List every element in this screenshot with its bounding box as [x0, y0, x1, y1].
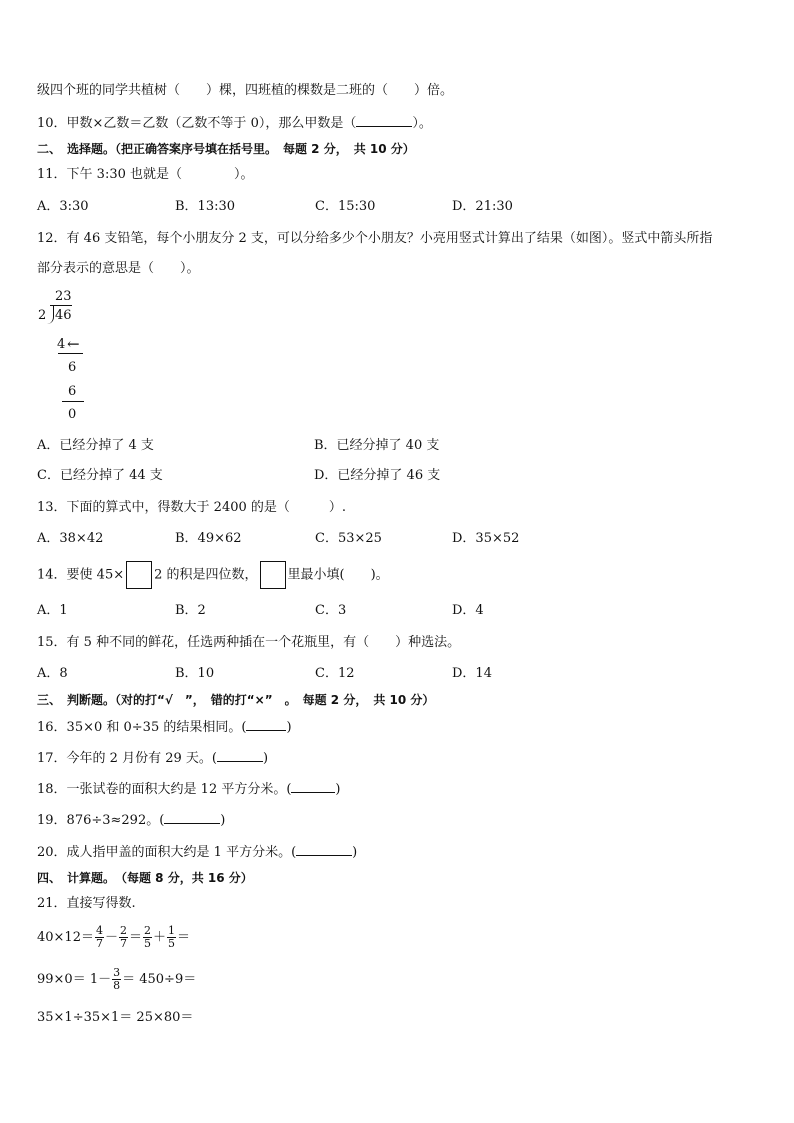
division-dividend: 46 [55, 308, 72, 323]
answer-box[interactable] [260, 561, 286, 589]
question-16 [37, 719, 292, 736]
numerator: 2 [144, 924, 152, 937]
option-a: A．38×42 [37, 531, 104, 546]
calc-text: 99×0＝ 1－ [37, 972, 112, 987]
question-14-text-3: 里最小填( )。 [287, 567, 389, 583]
option-b: B．已经分掉了 40 支 [314, 438, 440, 453]
equals-sign: ＝ [177, 930, 191, 945]
division-remainder-1: 6 [68, 360, 77, 375]
question-20-text: 20．成人指甲盖的面积大约是 1 平方分米。( [37, 845, 297, 860]
question-12-stem-line2: 部分表示的意思是（ ）。 [37, 261, 200, 276]
plus-sign: ＋ [153, 930, 167, 945]
question-20 [37, 844, 357, 861]
denominator: 5 [144, 937, 152, 950]
option-d: D．4 [452, 603, 484, 618]
question-19-text: 19．876÷3≈292。( [37, 813, 165, 828]
option-a: A．8 [37, 666, 68, 681]
answer-box[interactable] [126, 561, 152, 589]
answer-blank[interactable] [246, 719, 286, 731]
close-paren: ) [286, 720, 292, 735]
question-11-stem: 11．下午 3:30 也就是（ ）。 [37, 167, 254, 182]
option-a: A．已经分掉了 4 支 [37, 438, 154, 453]
question-10 [37, 115, 432, 132]
arrow-left-icon: ← [67, 335, 80, 353]
denominator: 5 [168, 937, 176, 950]
question-13-stem: 13．下面的算式中，得数大于 2400 的是（ ）. [37, 500, 347, 515]
denominator: 7 [95, 937, 103, 950]
question-10-text: 10．甲数×乙数＝乙数（乙数不等于 0），那么甲数是（ [37, 116, 357, 131]
division-step-2: 6 [68, 384, 77, 399]
numerator: 2 [120, 924, 127, 937]
answer-blank[interactable] [356, 115, 412, 127]
section-heading-calculation: 四、 计算题。 （每题 8 分，共 16 分） [37, 871, 253, 885]
option-b: B．13:30 [175, 199, 236, 214]
question-15-stem: 15．有 5 种不同的鲜花，任选两种插在一个花瓶里，有（ ）种选法。 [37, 635, 461, 650]
long-division-figure [36, 290, 96, 420]
question-10-end: ）。 [412, 116, 432, 131]
fraction [119, 925, 128, 950]
calc-row-1 [37, 924, 190, 952]
calc-row-3: 35×1÷35×1＝ 25×80＝ [37, 1010, 194, 1025]
division-step-1: 4 [57, 337, 66, 352]
answer-blank[interactable] [291, 781, 335, 793]
question-14-stem [37, 561, 389, 590]
close-paren: ) [352, 845, 358, 860]
calc-row-2 [37, 966, 196, 994]
option-a: A．1 [37, 603, 68, 618]
option-d: D．已经分掉了 46 支 [314, 468, 441, 483]
option-d: D．14 [452, 666, 492, 681]
section-heading-choice: 二、 选择题。（把正确答案序号填在括号里。 每题 2 分， 共 10 分） [37, 142, 415, 156]
fraction [95, 925, 104, 950]
division-line-1 [58, 353, 83, 354]
question-18 [37, 781, 341, 798]
numerator: 4 [95, 924, 103, 937]
question-14-text-2: 2 的积是四位数， [154, 567, 258, 583]
option-b: B．10 [175, 666, 215, 681]
question-17 [37, 750, 268, 767]
calc-text: 40×12＝ [37, 930, 94, 945]
option-b: B．2 [175, 603, 206, 618]
division-result: 0 [68, 407, 77, 422]
minus-sign: － [104, 930, 118, 945]
option-c: C．3 [315, 603, 347, 618]
denominator: 8 [113, 979, 121, 992]
option-c: C．53×25 [315, 531, 382, 546]
option-a: A．3:30 [37, 199, 89, 214]
option-c: C．已经分掉了 44 支 [37, 468, 163, 483]
question-19 [37, 812, 225, 829]
calc-text: ＝ 450÷9＝ [122, 972, 197, 987]
answer-blank[interactable] [164, 812, 220, 824]
option-c: C．12 [315, 666, 355, 681]
option-b: B．49×62 [175, 531, 242, 546]
answer-blank[interactable] [217, 750, 263, 762]
numerator: 1 [168, 924, 176, 937]
close-paren: ) [262, 751, 269, 766]
option-d: D．35×52 [452, 531, 520, 546]
numerator: 3 [113, 966, 121, 979]
question-9-continuation: 级四个班的同学共植树（ ）棵，四班植的棵数是二班的（ ）倍。 [37, 83, 454, 98]
question-14-text-1: 14．要使 45× [37, 567, 125, 583]
division-line-2 [62, 401, 84, 402]
division-bracket [47, 305, 54, 324]
question-18-text: 18．一张试卷的面积大约是 12 平方分米。( [37, 782, 292, 797]
fraction [112, 967, 121, 992]
fraction [167, 925, 176, 950]
option-c: C．15:30 [315, 199, 376, 214]
equals-sign: ＝ [129, 930, 143, 945]
close-paren: ) [335, 782, 341, 797]
question-21-stem: 21．直接写得数. [37, 896, 136, 911]
denominator: 7 [120, 937, 127, 950]
division-quotient: 23 [55, 289, 72, 304]
answer-blank[interactable] [296, 844, 352, 856]
question-17-text: 17．今年的 2 月份有 29 天。( [37, 751, 217, 766]
close-paren: ) [220, 813, 226, 828]
fraction [143, 925, 152, 950]
question-12-stem-line1: 12．有 46 支铅笔，每个小朋友分 2 支，可以分给多少个小朋友？小亮用竖式计算出了结果（如图）。竖式中箭头所指 [37, 231, 713, 246]
division-divisor: 2 [38, 308, 47, 323]
option-d: D．21:30 [452, 199, 513, 214]
question-16-text: 16．35×0 和 0÷35 的结果相同。( [37, 720, 247, 735]
section-heading-judgement: 三、 判断题。（对的打“√ ”， 错的打“×” 。 每题 2 分， 共 10 分） [37, 693, 435, 707]
